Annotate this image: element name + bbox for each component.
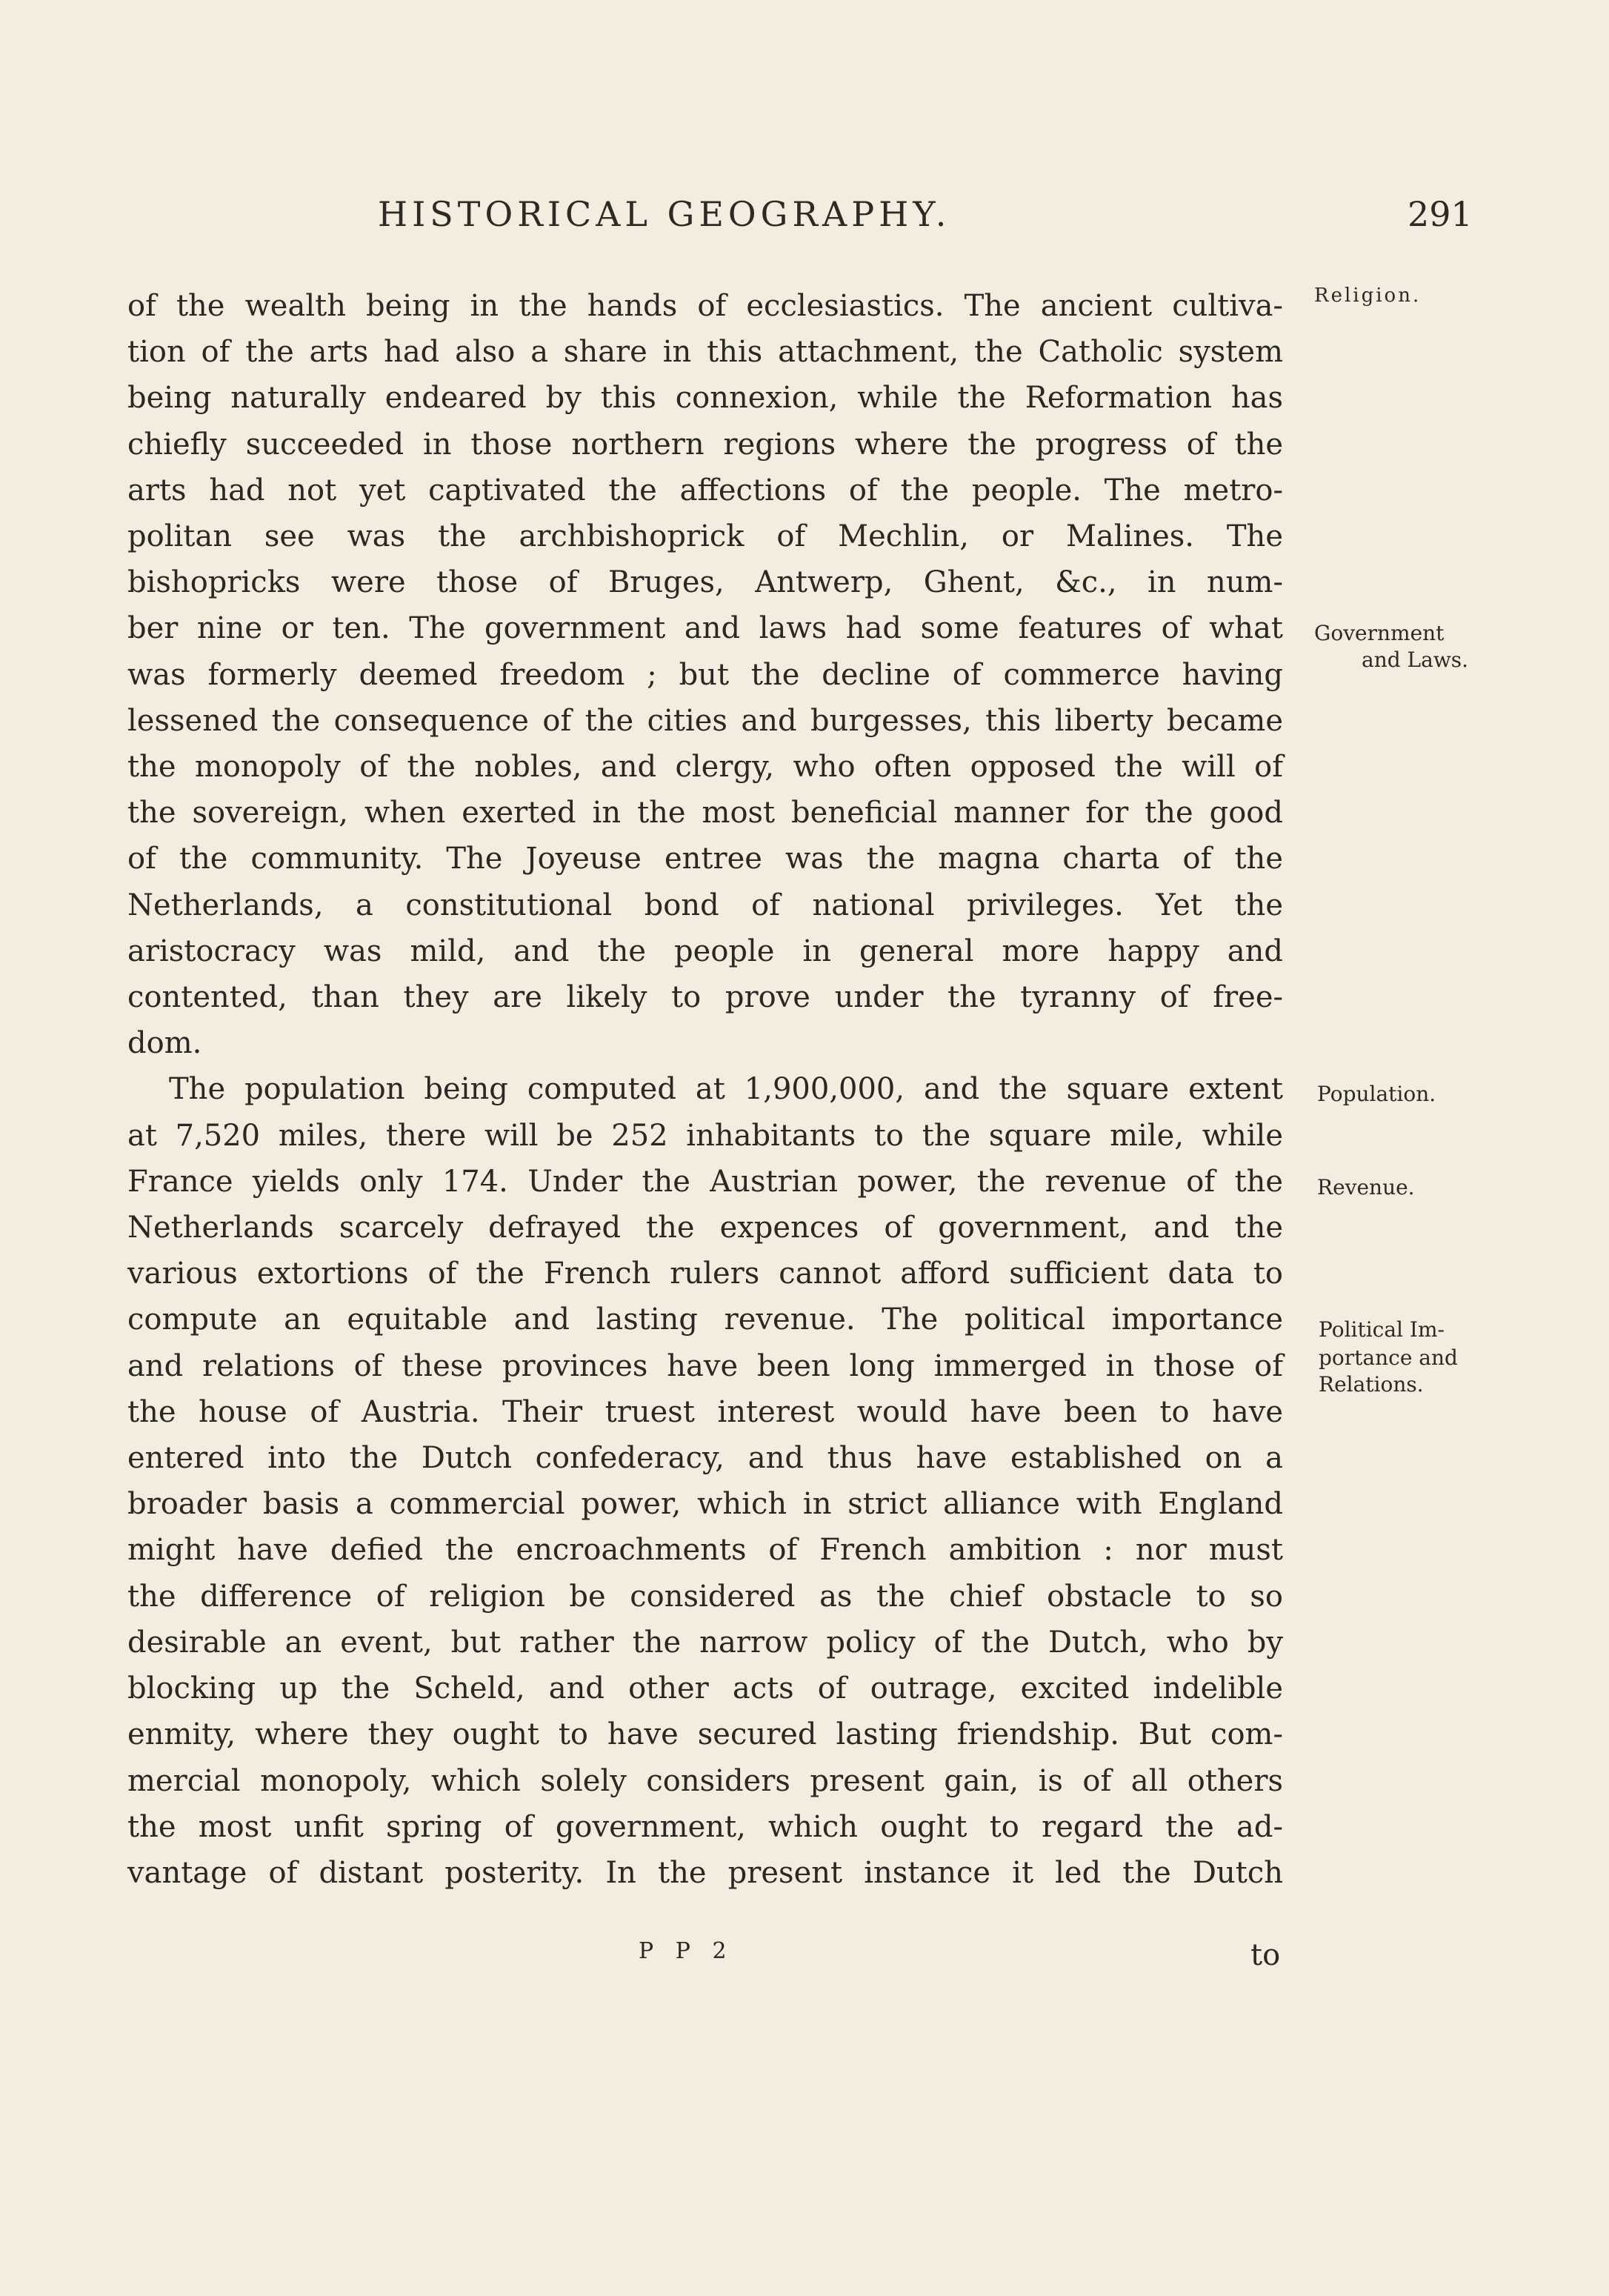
text-line: The population being computed at 1,900,000, and the square extent — [169, 1072, 1283, 1107]
text-line: vantage of distant posterity. In the present instance it led the Dutch — [127, 1855, 1283, 1890]
text-line: mercial monopoly, which solely considers present gain, is of all others — [127, 1763, 1283, 1798]
signature-mark: P P 2 — [639, 1938, 734, 1964]
text-line: desirable an event, but rather the narrow policy of the Dutch, who by — [127, 1625, 1283, 1660]
text-line: Netherlands scarcely defrayed the expences of government, and the — [127, 1211, 1283, 1245]
text-line: the house of Austria. Their truest interest would have been to have — [127, 1394, 1283, 1429]
margin-note-religion: Religion. — [1314, 284, 1422, 307]
text-line: politan see was the archbishoprick of Mechlin, or Malines. The — [127, 519, 1283, 554]
text-line: aristocracy was mild, and the people in general more happy and — [127, 934, 1283, 968]
body-text — [127, 283, 1283, 1896]
text-line: being naturally endeared by this connexion, while the Reformation has — [127, 381, 1283, 416]
text-line: the sovereign, when exerted in the most beneficial manner for the good — [127, 796, 1283, 831]
margin-note-political: Political Im- — [1319, 1317, 1445, 1342]
margin-note-relations: Relations. — [1319, 1372, 1424, 1397]
margin-note-government: Government — [1314, 621, 1445, 645]
text-line: France yields only 174. Under the Austrian power, the revenue of the — [127, 1164, 1283, 1199]
text-line: ber nine or ten. The government and laws had some features of what — [127, 611, 1283, 646]
text-line: bishopricks were those of Bruges, Antwerp, Ghent, &c., in num- — [127, 565, 1283, 600]
margin-note-laws: and Laws. — [1362, 648, 1469, 672]
text-line: the monopoly of the nobles, and clergy, who often opposed the will of — [127, 750, 1283, 785]
text-line: compute an equitable and lasting revenue. The political importance — [127, 1302, 1283, 1337]
text-line: entered into the Dutch confederacy, and thus have established on a — [127, 1441, 1283, 1476]
margin-note-importance: portance and — [1319, 1345, 1458, 1370]
text-line: dom. — [127, 1026, 202, 1061]
running-title: HISTORICAL GEOGRAPHY. — [378, 194, 951, 234]
text-line: enmity, where they ought to have secured lasting friendship. But com- — [127, 1717, 1283, 1752]
text-line: contented, than they are likely to prove under the tyranny of free- — [127, 980, 1283, 1015]
text-line: and relations of these provinces have been long immerged in those of — [127, 1348, 1283, 1383]
text-line: broader basis a commercial power, which in strict alliance with England — [127, 1487, 1283, 1522]
text-line: the most unfit spring of government, which ought to regard the ad- — [127, 1809, 1283, 1844]
text-line: Netherlands, a constitutional bond of national privileges. Yet the — [127, 888, 1283, 922]
text-line: chiefly succeeded in those northern regions where the progress of the — [127, 427, 1283, 462]
text-line: lessened the consequence of the cities and burgesses, this liberty became — [127, 703, 1283, 738]
text-line: various extortions of the French rulers cannot afford sufficient data to — [127, 1257, 1283, 1291]
page-number: 291 — [1408, 194, 1473, 234]
text-line: tion of the arts had also a share in this attachment, the Catholic system — [127, 335, 1283, 370]
text-line: of the community. The Joyeuse entree was the magna charta of the — [127, 842, 1283, 876]
catchword: to — [1250, 1938, 1281, 1972]
text-line: arts had not yet captivated the affections of the people. The metro- — [127, 473, 1283, 508]
text-line: blocking up the Scheld, and other acts of outrage, excited indelible — [127, 1671, 1283, 1706]
text-line: the difference of religion be considered as the chief obstacle to so — [127, 1579, 1283, 1614]
text-line: might have defied the encroachments of French ambition : nor must — [127, 1533, 1283, 1568]
text-line: was formerly deemed freedom ; but the decline of commerce having — [127, 657, 1283, 692]
margin-note-population: Population. — [1317, 1082, 1436, 1106]
margin-note-revenue: Revenue. — [1317, 1175, 1415, 1199]
text-line: of the wealth being in the hands of ecclesiastics. The ancient cultiva- — [127, 289, 1283, 323]
text-line: at 7,520 miles, there will be 252 inhabitants to the square mile, while — [127, 1118, 1283, 1153]
